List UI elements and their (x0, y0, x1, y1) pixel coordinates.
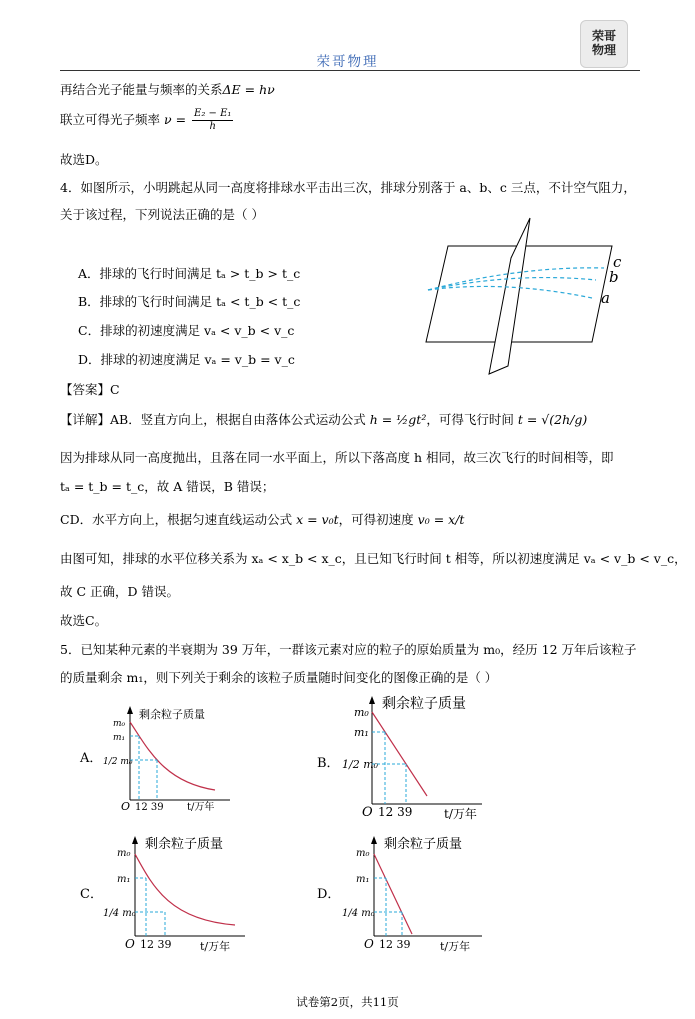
logo (580, 20, 628, 68)
line-1-text: 再结合光子能量与频率的关系 (60, 82, 223, 97)
chart-title: 剩余粒子质量 (384, 837, 463, 852)
q4-line-1: 4．如图所示，小明跳起从同一高度将排球水平击出三次，排球分别落于 a、b、c 三点，不计空气阻力， (60, 180, 636, 195)
x-ticks: 12 39 (378, 805, 413, 819)
y-axis-arrow (132, 836, 138, 844)
x-ticks: 12 39 (140, 938, 172, 951)
header-title: 荣哥物理 (316, 54, 379, 70)
decay-line (372, 712, 427, 796)
q4-option-a: A．排球的飞行时间满足 tₐ > t_b > t_c (78, 266, 301, 281)
chart-b (312, 692, 497, 824)
detail-4-text: CD．水平方向上，根据匀速直线运动公式 (60, 512, 293, 527)
photon-frequency-fraction (192, 108, 233, 133)
q4-line-2: 关于该过程，下列说法正确的是（ ） (60, 207, 264, 222)
detail-line-4 (60, 510, 464, 528)
half-label: 1/2 m₀ (342, 758, 379, 771)
q4-option-b: B．排球的飞行时间满足 tₐ < t_b < t_c (78, 294, 301, 309)
x-axis-label: t/万年 (200, 940, 231, 953)
label-a: a (601, 289, 610, 307)
x-axis-label: t/万年 (440, 940, 471, 953)
x-axis-label: t/万年 (187, 802, 215, 812)
detail-1-mid: ，可得飞行时间 (426, 412, 514, 427)
decay-curve (135, 854, 235, 925)
line-3: 故选D。 (60, 152, 108, 167)
origin-label: O (362, 805, 373, 820)
flight-time-formula: t = √(2h/g) (517, 412, 588, 427)
option-letter: D． (317, 887, 341, 902)
net-plane (489, 218, 530, 374)
line-2-text: 联立可得光子频率 (60, 112, 161, 127)
chart-a (75, 702, 245, 812)
free-fall-formula: h = ½gt² (369, 412, 427, 427)
y-axis-arrow (127, 706, 133, 714)
detail-line-1 (60, 410, 587, 428)
chart-title: 剩余粒子质量 (382, 696, 466, 712)
m0-label: m₀ (117, 848, 131, 859)
option-letter: A． (80, 751, 103, 766)
m1-label: m₁ (356, 874, 370, 885)
detail-line-3: tₐ = t_b = t_c，故 A 错误，B 错误； (60, 479, 275, 494)
chart-title: 剩余粒子质量 (145, 837, 224, 852)
origin-label: O (125, 937, 135, 951)
m0-label: m₀ (113, 719, 126, 729)
detail-line-2: 因为排球从同一高度抛出，且落在同一水平面上，所以下落高度 h 相同，故三次飞行的时间相等，即 (60, 450, 614, 465)
detail-4-mid: ，可得初速度 (338, 512, 414, 527)
option-letter: C． (80, 887, 103, 902)
fraction-numerator: E₂ − E₁ (194, 108, 232, 119)
origin-label: O (121, 800, 131, 812)
quarter-label: 1/4 m₀ (342, 908, 375, 919)
chart-title: 剩余粒子质量 (139, 708, 205, 721)
decay-curve (130, 722, 215, 790)
label-b: b (609, 268, 619, 286)
detail-1-text: 【详解】AB．竖直方向上，根据自由落体公式运动公式 (60, 412, 366, 427)
option-letter: B． (317, 756, 340, 771)
x-axis-label: t/万年 (444, 807, 477, 821)
line-1 (60, 80, 275, 98)
label-c: c (613, 253, 622, 271)
q5-line-1: 5．已知某种元素的半衰期为 39 万年，一群该元素对应的粒子的原始质量为 m₀，经历 12 万年后该粒子 (60, 642, 637, 657)
line-2 (60, 108, 235, 133)
q4-option-c: C．排球的初速度满足 vₐ < v_b < v_c (78, 323, 295, 338)
detail-line-5: 由图可知，排球的水平位移关系为 xₐ < x_b < x_c，且已知飞行时间 t 相等，所以初速度满足 vₐ < v_b < v_c， (60, 551, 687, 566)
m1-label: m₁ (113, 733, 126, 743)
m1-label: m₁ (354, 726, 369, 739)
x-ticks: 12 39 (135, 802, 164, 812)
x-ticks: 12 39 (379, 938, 411, 951)
uniform-motion-formula: x = v₀t (296, 512, 339, 527)
m0-label: m₀ (356, 848, 370, 859)
y-axis-arrow (369, 696, 375, 704)
y-axis-arrow (371, 836, 377, 844)
volleyball-figure (420, 210, 625, 380)
m1-label: m₁ (117, 874, 131, 885)
line-2-lhs: ν = (164, 112, 187, 127)
fraction-denominator: h (209, 121, 216, 132)
decay-line (374, 854, 412, 934)
answer-line: 【答案】C (60, 382, 120, 397)
half-label: 1/2 m₀ (103, 757, 133, 767)
logo-text: 荣哥 物理 (591, 29, 616, 57)
detail-line-7: 故选C。 (60, 613, 108, 628)
m0-label: m₀ (354, 706, 369, 719)
header-divider (60, 70, 640, 71)
q5-line-2: 的质量剩余 m₁，则下列关于剩余的该粒子质量随时间变化的图像正确的是（ ） (60, 670, 498, 685)
chart-c (75, 832, 255, 956)
quarter-label: 1/4 m₀ (103, 908, 136, 919)
q4-option-d: D．排球的初速度满足 vₐ = v_b = v_c (78, 352, 295, 367)
line-1-formula: ΔE = hν (222, 82, 275, 97)
page-footer: 试卷第2页，共11页 (296, 995, 399, 1009)
initial-velocity-formula: v₀ = x/t (417, 512, 465, 527)
chart-d (312, 832, 492, 956)
origin-label: O (364, 937, 374, 951)
detail-line-6: 故 C 正确，D 错误。 (60, 584, 180, 599)
